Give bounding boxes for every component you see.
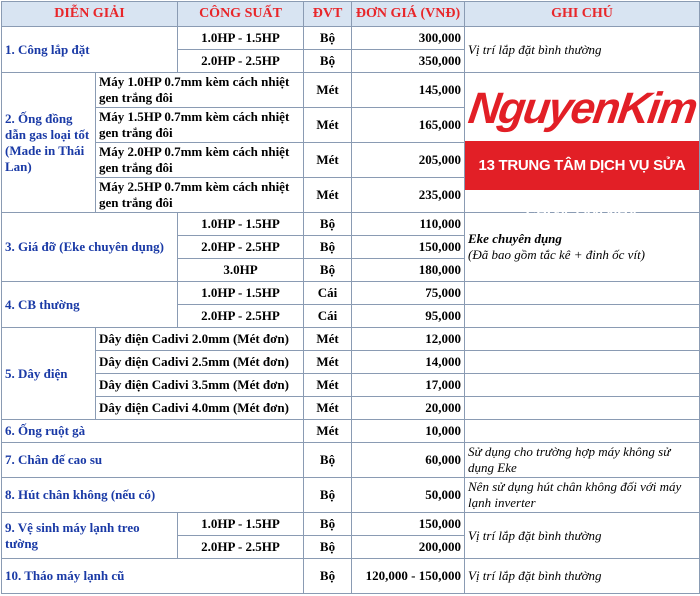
note-cell [465, 397, 700, 420]
unit-cell: Mét [304, 351, 352, 374]
table-row [2, 351, 700, 374]
unit-cell: Bộ [304, 478, 352, 513]
price-cell: 75,000 [352, 282, 465, 305]
price-cell: 12,000 [352, 328, 465, 351]
unit-cell: Bộ [304, 50, 352, 73]
spec-cell: Máy 1.0HP 0.7mm kèm cách nhiệt gen trắng đôi [96, 73, 304, 108]
header-don-gia: ĐƠN GIÁ (VNĐ) [352, 2, 465, 27]
price-cell: 120,000 - 150,000 [352, 559, 465, 594]
price-cell: 165,000 [352, 108, 465, 143]
category-label: 8. Hút chân không (nếu có) [2, 478, 304, 513]
note-cell: Vị trí lắp đặt bình thường [465, 559, 700, 594]
price-cell: 150,000 [352, 236, 465, 259]
note-cell [465, 282, 700, 305]
price-cell: 10,000 [352, 420, 465, 443]
unit-cell: Bộ [304, 27, 352, 50]
price-cell: 110,000 [352, 213, 465, 236]
spec-cell: 2.0HP - 2.5HP [178, 305, 304, 328]
unit-cell: Bộ [304, 513, 352, 536]
spec-cell: Máy 2.5HP 0.7mm kèm cách nhiệt gen trắng đôi [96, 178, 304, 213]
unit-cell: Bộ [304, 443, 352, 478]
category-label: 3. Giá đỡ (Eke chuyên dụng) [2, 213, 178, 282]
price-table [1, 1, 700, 594]
spec-cell: Máy 2.0HP 0.7mm kèm cách nhiệt gen trắng đôi [96, 143, 304, 178]
category-label: 6. Ống ruột gà [2, 420, 304, 443]
unit-cell: Bộ [304, 236, 352, 259]
unit-cell: Mét [304, 178, 352, 213]
table-row [2, 328, 700, 351]
note-cell [465, 351, 700, 374]
service-banner: 13 TRUNG TÂM DỊCH VỤ SỬA CHỮA TẬN NHÀ [465, 141, 699, 190]
category-label: 4. CB thường [2, 282, 178, 328]
table-row [2, 559, 700, 594]
note-cell: Nên sử dụng hút chân không đối với máy lạnh inverter [465, 478, 700, 513]
unit-cell: Cái [304, 282, 352, 305]
table-row [2, 420, 700, 443]
header-cong-suat: CÔNG SUẤT [178, 2, 304, 27]
table-row [2, 513, 700, 536]
note-cell [465, 374, 700, 397]
header-dvt: ĐVT [304, 2, 352, 27]
spec-cell: Dây điện Cadivi 4.0mm (Mét đơn) [96, 397, 304, 420]
spec-cell: 2.0HP - 2.5HP [178, 236, 304, 259]
unit-cell: Cái [304, 305, 352, 328]
spec-cell: 2.0HP - 2.5HP [178, 50, 304, 73]
unit-cell: Mét [304, 108, 352, 143]
spec-cell: 1.0HP - 1.5HP [178, 27, 304, 50]
unit-cell: Mét [304, 374, 352, 397]
price-cell: 150,000 [352, 513, 465, 536]
nguyenkim-logo [465, 73, 700, 223]
spec-cell: Dây điện Cadivi 2.5mm (Mét đơn) [96, 351, 304, 374]
spec-cell: 1.0HP - 1.5HP [178, 213, 304, 236]
note-cell [465, 305, 700, 328]
category-label: 10. Tháo máy lạnh cũ [2, 559, 304, 594]
price-cell: 14,000 [352, 351, 465, 374]
unit-cell: Bộ [304, 536, 352, 559]
brand-wordmark: NguyenKim [465, 84, 699, 133]
price-cell: 95,000 [352, 305, 465, 328]
table-row [2, 397, 700, 420]
note-cell: Sử dụng cho trường hợp máy không sử dụng Eke [465, 443, 700, 478]
category-label: 7. Chân đế cao su [2, 443, 304, 478]
spec-cell: 1.0HP - 1.5HP [178, 513, 304, 536]
price-cell: 205,000 [352, 143, 465, 178]
spec-cell: 1.0HP - 1.5HP [178, 282, 304, 305]
unit-cell: Bộ [304, 259, 352, 282]
spec-cell: Dây điện Cadivi 3.5mm (Mét đơn) [96, 374, 304, 397]
table-row [2, 478, 700, 513]
spec-cell: Máy 1.5HP 0.7mm kèm cách nhiệt gen trắng đôi [96, 108, 304, 143]
table-row [2, 27, 700, 50]
price-cell: 350,000 [352, 50, 465, 73]
note-cell: Vị trí lắp đặt bình thường [465, 27, 700, 73]
category-label: 9. Vệ sinh máy lạnh treo tường [2, 513, 178, 559]
category-label: 2. Ống đồng dẫn gas loại tốt (Made in Thái Lan) [2, 73, 96, 213]
note-title: Eke chuyên dụng [468, 231, 562, 246]
unit-cell: Mét [304, 73, 352, 108]
category-label: 5. Dây điện [2, 328, 96, 420]
table-row [2, 73, 700, 108]
price-cell: 60,000 [352, 443, 465, 478]
price-cell: 235,000 [352, 178, 465, 213]
spec-cell: Dây điện Cadivi 2.0mm (Mét đơn) [96, 328, 304, 351]
note-text: (Đã bao gồm tắc kê + đinh ốc vít) [468, 247, 646, 262]
unit-cell: Bộ [304, 559, 352, 594]
table-row [2, 374, 700, 397]
price-cell: 17,000 [352, 374, 465, 397]
price-cell: 145,000 [352, 73, 465, 108]
header-dien-giai: DIỄN GIẢI [2, 2, 178, 27]
table-row [2, 282, 700, 305]
table-row [2, 443, 700, 478]
price-cell: 20,000 [352, 397, 465, 420]
spec-cell: 3.0HP [178, 259, 304, 282]
unit-cell: Mét [304, 143, 352, 178]
header-row [2, 2, 700, 27]
unit-cell: Mét [304, 397, 352, 420]
header-ghi-chu: GHI CHÚ [465, 2, 700, 27]
note-cell: Vị trí lắp đặt bình thường [465, 513, 700, 559]
unit-cell: Mét [304, 420, 352, 443]
price-cell: 50,000 [352, 478, 465, 513]
price-cell: 300,000 [352, 27, 465, 50]
spec-cell: 2.0HP - 2.5HP [178, 536, 304, 559]
note-cell [465, 328, 700, 351]
price-cell: 200,000 [352, 536, 465, 559]
note-cell [465, 420, 700, 443]
category-label: 1. Công lắp đặt [2, 27, 178, 73]
unit-cell: Mét [304, 328, 352, 351]
price-cell: 180,000 [352, 259, 465, 282]
unit-cell: Bộ [304, 213, 352, 236]
